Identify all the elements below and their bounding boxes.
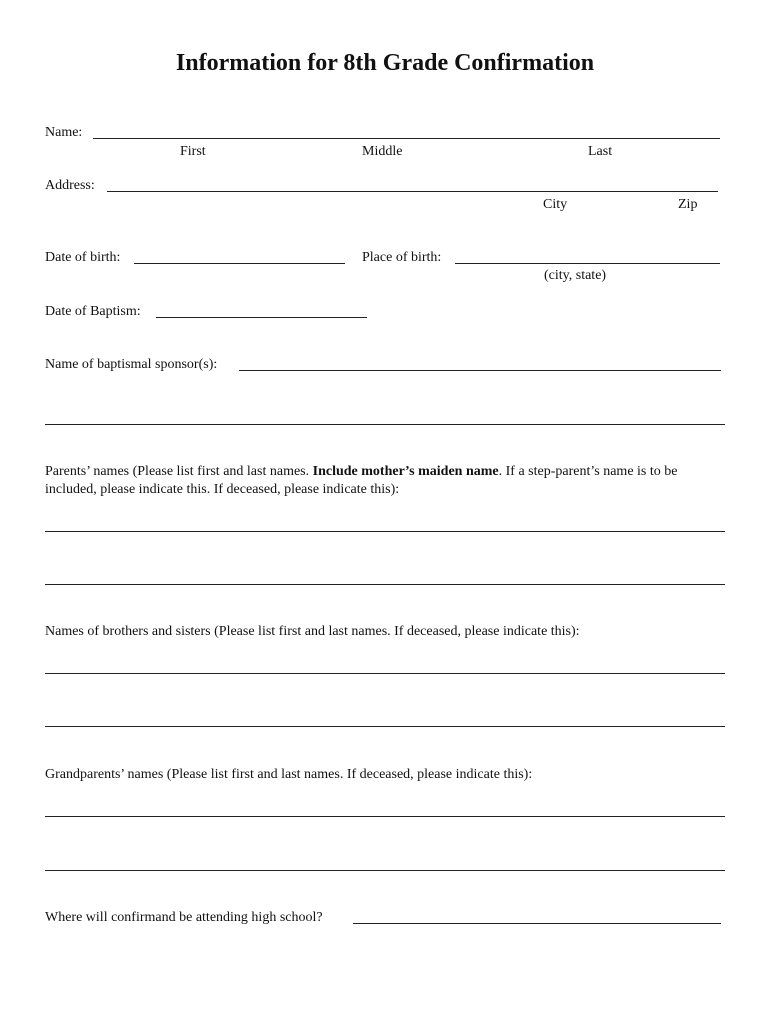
page-title: Information for 8th Grade Confirmation bbox=[175, 50, 595, 76]
address-zip-sublabel: Zip bbox=[678, 197, 698, 212]
high-school-field-line[interactable] bbox=[353, 923, 721, 924]
address-field-line[interactable] bbox=[107, 191, 718, 192]
baptismal-sponsor-field-line-2[interactable] bbox=[45, 424, 725, 425]
date-of-birth-label: Date of birth: bbox=[45, 250, 121, 265]
grandparents-instructions: Grandparents’ names (Please list first and last names. If deceased, please indicate this): bbox=[45, 767, 533, 782]
date-of-baptism-label: Date of Baptism: bbox=[45, 304, 141, 319]
name-first-sublabel: First bbox=[180, 144, 206, 159]
parents-field-line-2[interactable] bbox=[45, 584, 725, 585]
address-city-sublabel: City bbox=[543, 197, 568, 212]
parents-text-before: Parents’ names (Please list first and last names. bbox=[45, 464, 313, 479]
place-of-birth-label: Place of birth: bbox=[362, 250, 442, 265]
baptismal-sponsor-field-line[interactable] bbox=[239, 370, 721, 371]
siblings-field-line-2[interactable] bbox=[45, 726, 725, 727]
siblings-field-line-1[interactable] bbox=[45, 673, 725, 674]
date-of-birth-field-line[interactable] bbox=[134, 263, 345, 264]
name-label: Name: bbox=[45, 125, 83, 140]
name-field-line[interactable] bbox=[93, 138, 720, 139]
high-school-label: Where will confirmand be attending high school? bbox=[45, 910, 323, 925]
grandparents-field-line-1[interactable] bbox=[45, 816, 725, 817]
parents-text-after: . If a step-parent’s name is to be included, please indicate this. If deceased, please indicate this): bbox=[45, 464, 678, 497]
baptismal-sponsor-label: Name of baptismal sponsor(s): bbox=[45, 357, 218, 372]
place-of-birth-field-line[interactable] bbox=[455, 263, 720, 264]
parents-field-line-1[interactable] bbox=[45, 531, 725, 532]
address-label: Address: bbox=[45, 178, 95, 193]
grandparents-field-line-2[interactable] bbox=[45, 870, 725, 871]
place-of-birth-sublabel: (city, state) bbox=[544, 268, 607, 283]
parents-names-instructions bbox=[45, 463, 725, 499]
name-last-sublabel: Last bbox=[588, 144, 613, 159]
name-middle-sublabel: Middle bbox=[362, 144, 403, 159]
parents-text-bold: Include mother’s maiden name bbox=[312, 464, 499, 479]
siblings-instructions: Names of brothers and sisters (Please list first and last names. If deceased, please indicate this): bbox=[45, 624, 580, 639]
date-of-baptism-field-line[interactable] bbox=[156, 317, 367, 318]
